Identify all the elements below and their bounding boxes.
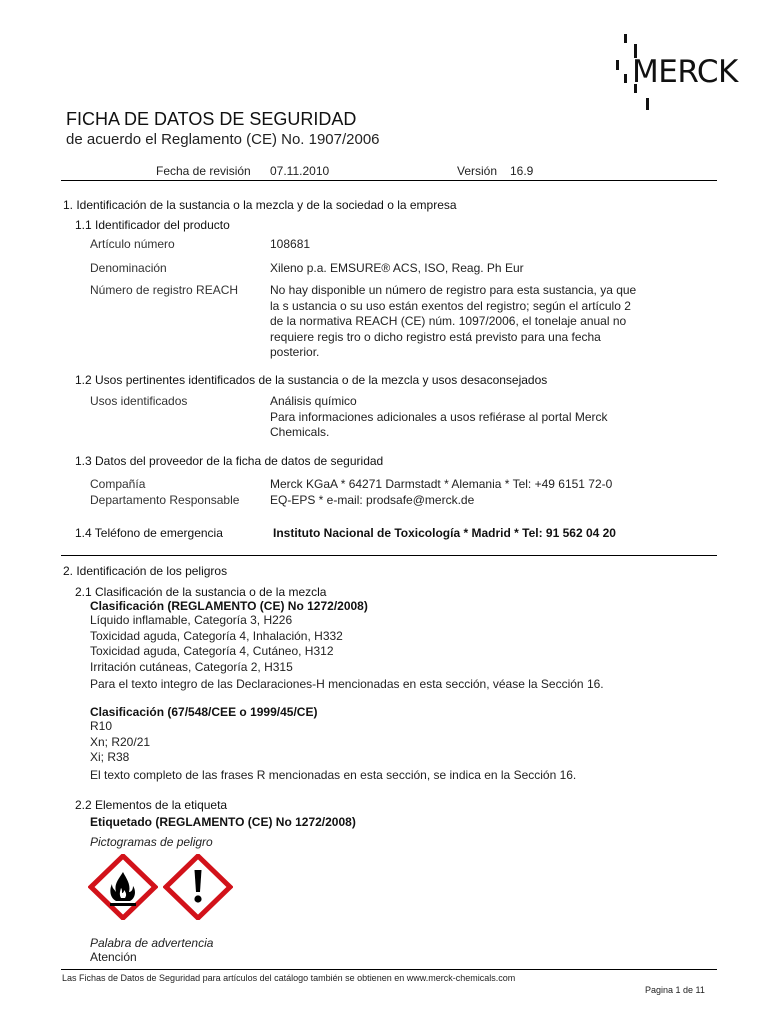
logo-mark-bar <box>646 98 649 110</box>
section-2-1-title: 2.1 Clasificación de la sustancia o de la mezcla <box>75 585 327 599</box>
section-1-4-title: 1.4 Teléfono de emergencia <box>75 526 223 540</box>
h-statements-note: Para el texto integro de las Declaraciones-H mencionadas en esta sección, véase la Sección 16. <box>90 677 604 691</box>
department-label: Departamento Responsable <box>90 493 240 507</box>
flame-pictogram-icon <box>88 854 158 920</box>
uses-line: Análisis químico <box>270 394 357 408</box>
r-phrase-line: Xi; R38 <box>90 750 130 764</box>
revision-label: Fecha de revisión <box>156 164 251 178</box>
divider <box>61 969 717 970</box>
dsd-classification-list <box>90 719 150 766</box>
company-label: Compañía <box>90 477 146 491</box>
r-phrase-line: R10 <box>90 719 113 733</box>
reach-number-label: Número de registro REACH <box>90 283 239 297</box>
hazard-line: Irritación cutáneas, Categoría 2, H315 <box>90 659 293 674</box>
divider <box>61 180 717 181</box>
reach-line: la s ustancia o su uso están exentos del registro; según el artículo 2 <box>270 298 631 313</box>
emergency-phone: Instituto Nacional de Toxicología * Madrid * Tel: 91 562 04 20 <box>273 526 616 540</box>
revision-date: 07.11.2010 <box>270 164 330 178</box>
uses-line: Para informaciones adicionales a usos refiérase al portal Merck <box>270 409 608 424</box>
section-1-1-title: 1.1 Identificador del producto <box>75 218 230 232</box>
merck-logo <box>612 32 742 112</box>
clp-classification-list <box>90 613 343 675</box>
denomination-label: Denominación <box>90 261 167 275</box>
logo-mark-bar <box>624 34 627 43</box>
article-number-label: Artículo número <box>90 237 175 251</box>
reach-line: de la normativa REACH (CE) núm. 1097/2006, el tonelaje anual no <box>270 314 627 328</box>
clp-classification-title: Clasificación (REGLAMENTO (CE) No 1272/2008) <box>90 599 368 613</box>
divider <box>61 555 717 556</box>
section-2-2-title: 2.2 Elementos de la etiqueta <box>75 798 228 812</box>
dsd-classification-title: Clasificación (67/548/CEE o 1999/45/CE) <box>90 705 318 719</box>
reach-line: requiere regis tro o dicho registro está previsto para una fecha <box>270 329 601 344</box>
document-subtitle: de acuerdo el Reglamento (CE) No. 1907/2006 <box>66 131 380 148</box>
logo-text: MERCK <box>632 54 738 90</box>
logo-mark-bar <box>616 60 619 70</box>
r-phrase-line: Xn; R20/21 <box>90 734 151 749</box>
document-title: FICHA DE DATOS DE SEGURIDAD <box>66 109 357 129</box>
signal-word-value: Atención <box>90 950 137 964</box>
hazard-line: Toxicidad aguda, Categoría 4, Inhalación, H332 <box>90 628 343 643</box>
r-phrases-note: El texto completo de las frases R mencionadas en esta sección, se indica en la Sección 16. <box>90 768 577 782</box>
pictograms-label: Pictogramas de peligro <box>90 835 213 849</box>
version-value: 16.9 <box>510 164 534 178</box>
identified-uses-value <box>270 394 700 441</box>
logo-mark-bar <box>624 74 627 83</box>
reach-line: posterior. <box>270 345 320 359</box>
denomination-value: Xileno p.a. EMSURE® ACS, ISO, Reag. Ph Eur <box>270 261 524 275</box>
hazard-line: Líquido inflamable, Categoría 3, H226 <box>90 613 293 627</box>
reach-number-value <box>270 283 700 361</box>
section-1-3-title: 1.3 Datos del proveedor de la ficha de datos de seguridad <box>75 454 384 468</box>
company-value: Merck KGaA * 64271 Darmstadt * Alemania * Tel: +49 6151 72-0 <box>270 477 613 491</box>
department-value: EQ-EPS * e-mail: prodsafe@merck.de <box>270 493 475 507</box>
signal-word-label: Palabra de advertencia <box>90 936 214 950</box>
footer-note: Las Fichas de Datos de Seguridad para artículos del catálogo también se obtienen en www.merck-chemicals.com <box>62 973 516 983</box>
reach-line: No hay disponible un número de registro para esta sustancia, ya que <box>270 283 637 297</box>
section-1-2-title: 1.2 Usos pertinentes identificados de la sustancia o de la mezcla y usos desaconsejados <box>75 373 548 387</box>
label-classification-title: Etiquetado (REGLAMENTO (CE) No 1272/2008) <box>90 815 356 829</box>
article-number-value: 108681 <box>270 237 311 251</box>
uses-line: Chemicals. <box>270 425 330 439</box>
hazard-line: Toxicidad aguda, Categoría 4, Cutáneo, H312 <box>90 644 334 658</box>
exclamation-pictogram-icon <box>163 854 233 920</box>
version-label: Versión <box>457 164 498 178</box>
section-2-title: 2. Identificación de los peligros <box>63 564 228 578</box>
section-1-title: 1. Identificación de la sustancia o la mezcla y de la sociedad o la empresa <box>63 198 457 212</box>
page-number: Pagina 1 de 11 <box>645 985 705 995</box>
identified-uses-label: Usos identificados <box>90 394 188 408</box>
